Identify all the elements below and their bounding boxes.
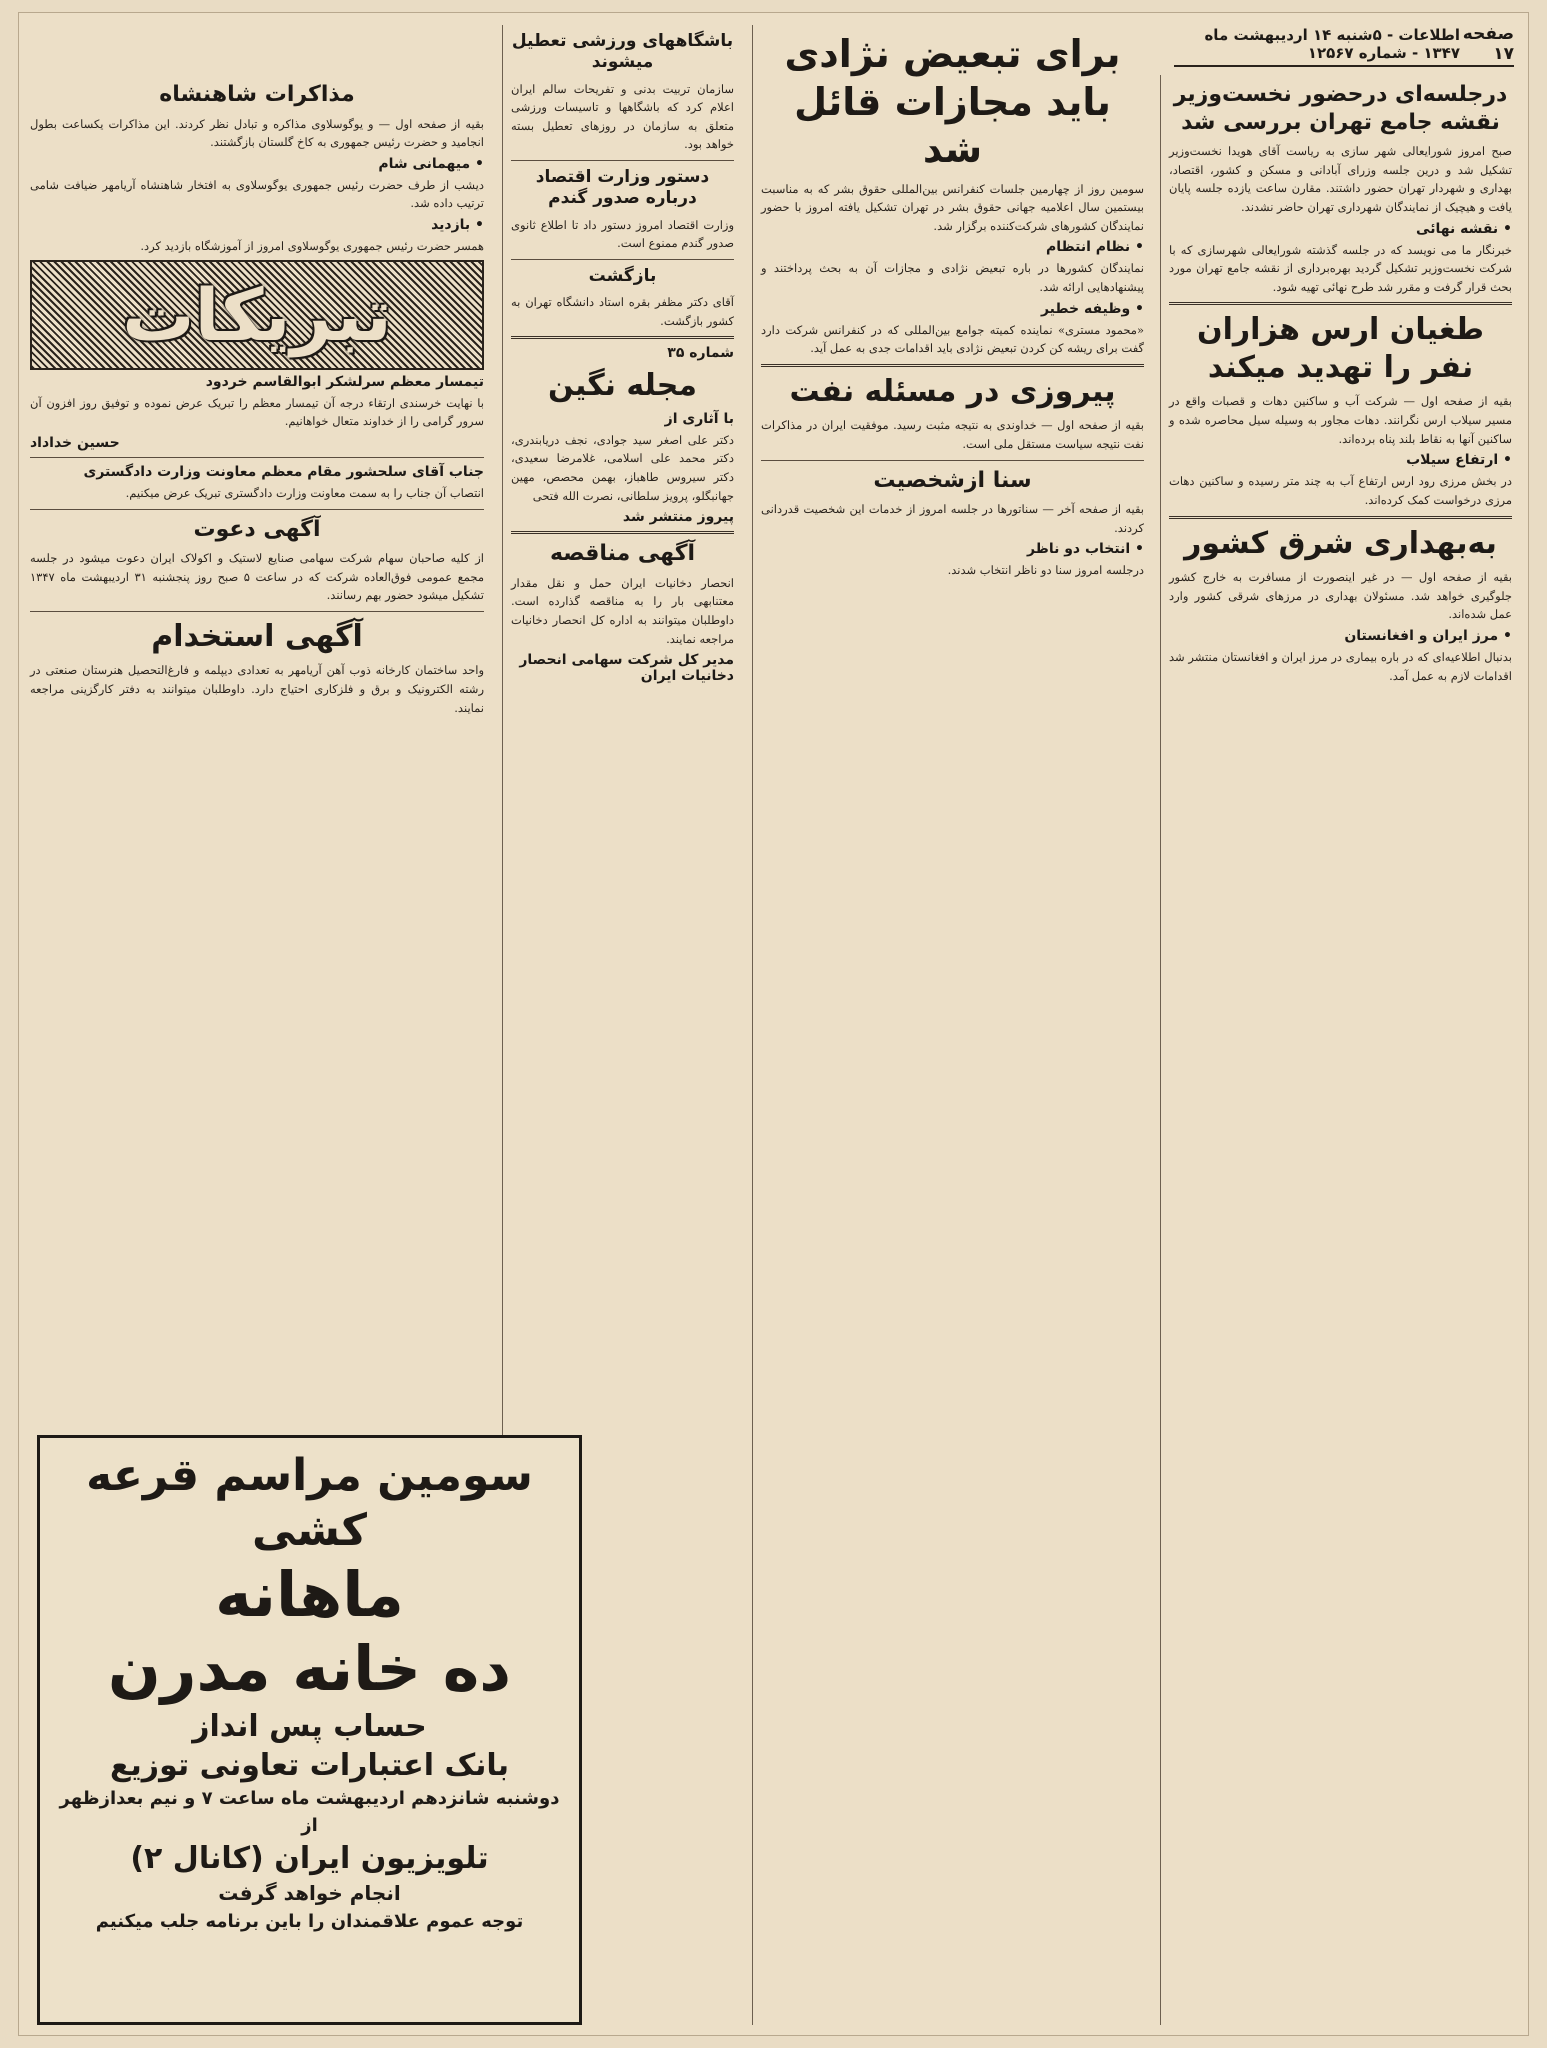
newspaper-page — [18, 12, 1529, 2036]
column-4 — [22, 75, 492, 1425]
invitation-body: از کلیه صاحبان سهام شرکت سهامی صنایع لاستیک و اکولاک ایران دعوت میشود در جلسه مجمع عمومی فوق‌العاده شرکت که در ساعت ۵ صبح روز پنجشنبه ۳۱ اردیبهشت ماه ۱۳۴۷ تشکیل میشود حضور بهم رسانند. — [30, 551, 484, 603]
lottery-tv-channel: تلویزیون ایران (کانال ۲) — [130, 1840, 489, 1876]
headline-east-health: به‌بهداری شرق کشور — [1184, 525, 1497, 561]
divider — [511, 160, 734, 161]
subhead-visit: • بازدید — [431, 217, 484, 233]
article-wheat-body: وزارت اقتصاد امروز دستور داد تا اطلاع ثانوی صدور گندم ممنوع است. — [511, 217, 734, 251]
lottery-line-4: حساب پس انداز — [192, 1708, 427, 1744]
article-east-health-body: بقیه از صفحه اول — در غیر اینصورت از مسافرت به خارج کشور جلوگیری خواهد شد. مسئولان بهداری در مرزهای شرقی کشور وارد عمل شده‌اند. — [1169, 570, 1512, 622]
employment-title: آگهی استخدام — [151, 618, 363, 654]
divider — [761, 460, 1144, 461]
article-tehran-plan-body: صبح امروز شورایعالی شهر سازی به ریاست آقای هویدا نخست‌وزیر تشکیل شد و درین جلسه وزرای آبادانی و مسکن و کشور، اقتصاد، بهداری و شهردار تهران حضور داشتند. مقارن ساعت یازده جلسه پایان یافت و هیچیک از نمایندگان شهرداری تهران حاضر نشدند. — [1169, 144, 1512, 214]
magazine-footer: پیروز منتشر شد — [622, 509, 734, 526]
magazine-subtitle: با آثاری از — [664, 410, 734, 427]
magazine-title: مجله نگین — [547, 368, 698, 404]
headline-oil-victory: پیروزی در مسئله نفت — [789, 373, 1116, 409]
notice-2-body: انتصاب آن جناب را به سمت معاونت وزارت دادگستری تبریک عرض میکنیم. — [125, 485, 484, 500]
article-racial-body-3: «محمود مستری» نماینده کمیته جوامع بین‌المللی که در کنفرانس شرکت دارد گفت برای ریشه کن کردن تبعیض نژادی باید اقدامات جدی به عمل آید. — [761, 322, 1144, 356]
article-sports-body: سازمان تربیت بدنی و تفریحات سالم ایران اعلام کرد که باشگاهها و تاسیسات ورزشی متعلق به سازمان در روزهای تعطیل بسته خواهد بود. — [511, 81, 734, 152]
subhead-dinner: • میهمانی شام — [378, 155, 484, 172]
article-talks-body: بقیه از صفحه اول — و یوگوسلاوی مذاکره و تبادل نظر کردند. این مذاکرات یکساعت بطول انجامید و حضرت رئیس جمهوری به کاخ گلستان بازگشتند. — [30, 116, 484, 150]
divider — [761, 364, 1144, 367]
divider — [511, 531, 734, 534]
column-2 — [752, 25, 1152, 2025]
lottery-date-time: دوشنبه شانزدهم اردیبهشت ماه ساعت ۷ و نیم بعدازظهر از — [59, 1787, 560, 1836]
article-aras-body-2: در بخش مرزی رود ارس ارتفاع آب به چند متر رسیده و ساکنین دهات مرزی درخواست کمک کرده‌اند. — [1169, 474, 1512, 507]
notice-1-signature: حسین خداداد — [30, 434, 120, 451]
congratulations-banner — [30, 260, 484, 370]
lottery-footer: توجه عموم علاقمندان را باین برنامه جلب میکنیم — [95, 1910, 524, 1932]
article-return-body: آقای دکتر مظفر بقره استاد دانشگاه تهران به کشور بازگشت. — [511, 295, 734, 328]
page-number: صفحه ۱۷ — [1462, 24, 1514, 64]
divider — [30, 509, 484, 510]
divider — [30, 457, 484, 458]
divider — [30, 611, 484, 612]
headline-senate: سنا ازشخصیت — [873, 467, 1032, 493]
headline-aras-flood: طغیان ارس هزاران نفر را تهدید میکند — [1196, 312, 1485, 385]
article-oil-body: بقیه از صفحه اول — خداوندی به نتیجه مثبت رسید. موفقیت ایران در مذاکرات نفت نتیجه سیاست مستقل ملی است. — [761, 418, 1144, 451]
article-tehran-plan-body-2: خبرنگار ما می نویسد که در جلسه گذشته شورایعالی شهرسازی که با شرکت نخست‌وزیر تشکیل گردید بهره‌برداری از نقشه جامع تهران مورد بحث قرار گرفت و مقرر شد طرح نهائی تهیه شود. — [1169, 242, 1512, 294]
headline-sports-clubs: باشگاههای ورزشی تعطیل میشوند — [511, 31, 734, 73]
lottery-bank-name: بانک اعتبارات تعاونی توزیع — [110, 1747, 509, 1783]
tender-footer: مدیر کل شرکت سهامی انحصار دخانیات ایران — [519, 652, 734, 685]
masthead — [1174, 23, 1514, 67]
tender-title: آگهی مناقصه — [549, 541, 696, 567]
divider — [1169, 516, 1512, 519]
notice-1-title: تیمسار معظم سرلشکر ابوالقاسم خردود — [205, 373, 484, 390]
divider — [511, 259, 734, 260]
subhead-order: • نظام انتظام — [1045, 239, 1144, 256]
article-racial-body: سومین روز از چهارمین جلسات کنفرانس بین‌المللی حقوق بشر که به مناسبت بیستمین سال اعلامیه جهانی حقوق بشر در تهران تشکیل یافته امروز با حضور نمایندگان کشورهای شرکت‌کننده برگزار شد. — [761, 181, 1144, 233]
column-1 — [1160, 75, 1520, 2025]
bank-lottery-ad — [37, 1435, 582, 2025]
subhead-two-supervisors: • انتخاب دو ناظر — [1026, 541, 1144, 558]
subhead-iran-afghan-border: • مرز ایران و افغانستان — [1344, 627, 1512, 644]
magazine-issue-number: شماره ۳۵ — [667, 345, 734, 362]
article-aras-body: بقیه از صفحه اول — شرکت آب و ساکنین دهات و قصبات واقع در مسیر سیلاب ارس نگرانند. دهات مجاور به وسیله سیل محاصره شده و ساکنین آنها به نقاط بلند پناه برده‌اند. — [1169, 394, 1512, 446]
article-senate-body: بقیه از صفحه آخر — سناتورها در جلسه امروز از خدمات این شخصیت قدردانی کردند. — [761, 502, 1144, 535]
invitation-title: آگهی دعوت — [193, 516, 321, 542]
lottery-will-be-held: انجام خواهد گرفت — [218, 1880, 401, 1905]
paper-info: اطلاعات - ۵شنبه ۱۴ اردیبهشت ماه ۱۳۴۷ - شماره ۱۲۵۶۷ — [1204, 26, 1461, 62]
headline-tehran-plan: درجلسه‌ای درحضور نخست‌وزیر نقشه جامع تهران بررسی شد — [1173, 82, 1508, 135]
headline-racial-discrimination: برای تبعیض نژادی باید مجازات قائل شد — [784, 32, 1121, 171]
lottery-line-3: ده خانه مدرن — [107, 1632, 512, 1706]
article-east-health-body-2: بدنبال اطلاعیه‌ای که در باره بیماری در مرز ایران و افغانستان منتشر شد اقدامات لازم به عمل آمد. — [1169, 649, 1512, 683]
headline-shahanshah-talks: مذاکرات شاهنشاه — [159, 82, 355, 107]
subhead-flood-level: • ارتفاع سیلاب — [1406, 452, 1512, 469]
magazine-contributors: دکتر علی اصغر سید جوادی، نجف دریابندری، دکتر محمد علی اسلامی، غلامرضا سعیدی، دکتر سیروس طاهباز، بهمن محصص، مهین جهانبگلو، پرویز سلطانی، نصرت الله فتحی — [511, 432, 734, 503]
lottery-line-1: سومین مراسم قرعه کشی — [86, 1450, 533, 1556]
notice-1-body: با نهایت خرسندی ارتقاء درجه آن تیمسار معظم را تبریک عرض نموده و توفیق روز افزون آن سرور گرامی را از خداوند متعال خواهانیم. — [30, 395, 484, 429]
article-racial-body-2: نمایندگان کشورها در باره تبعیض نژادی و مجازات آن به بحث پرداختند و پیشنهادهایی ارائه شد. — [761, 261, 1144, 294]
subhead-final-plan: • نقشه نهائی — [1416, 220, 1512, 237]
headline-return: بازگشت — [588, 265, 657, 286]
employment-body: واحد ساختمان کارخانه ذوب آهن آریامهر به تعدادی دیپلمه و فارغ‌التحصیل هنرستان صنعتی در رشته الکترونیک و برق و فلزکاری احتیاج دارد. داوطلبان میتوانند به دفتر کارگزینی مراجعه نمایند. — [30, 663, 484, 715]
subhead-duty: • وظیفه خطیر — [1040, 300, 1144, 317]
lottery-line-2: ماهانه — [215, 1558, 404, 1631]
article-talks-body-2: دیشب از طرف حضرت رئیس جمهوری یوگوسلاوی به افتخار شاهنشاه آریامهر ضیافت شامی ترتیب داده شد. — [30, 177, 484, 211]
tender-body: انحصار دخانیات ایران حمل و نقل مقدار معتنابهی بار را به مناقصه گذارده است. داوطلبان میتوانند به اداره کل انحصار دخانیات مراجعه نمایند. — [511, 575, 734, 646]
notice-2-title: جناب آقای سلحشور مقام معظم معاونت وزارت دادگستری — [83, 463, 484, 480]
article-senate-body-2: درجلسه امروز سنا دو ناظر انتخاب شدند. — [947, 563, 1144, 578]
article-talks-body-3: همسر حضرت رئیس جمهوری یوگوسلاوی امروز از آموزشگاه بازدید کرد. — [140, 239, 484, 253]
headline-wheat-export: دستور وزارت اقتصاد درباره صدور گندم — [535, 167, 710, 209]
divider — [1169, 302, 1512, 305]
divider — [511, 336, 734, 339]
congratulations-title: تبریکات — [122, 272, 392, 357]
